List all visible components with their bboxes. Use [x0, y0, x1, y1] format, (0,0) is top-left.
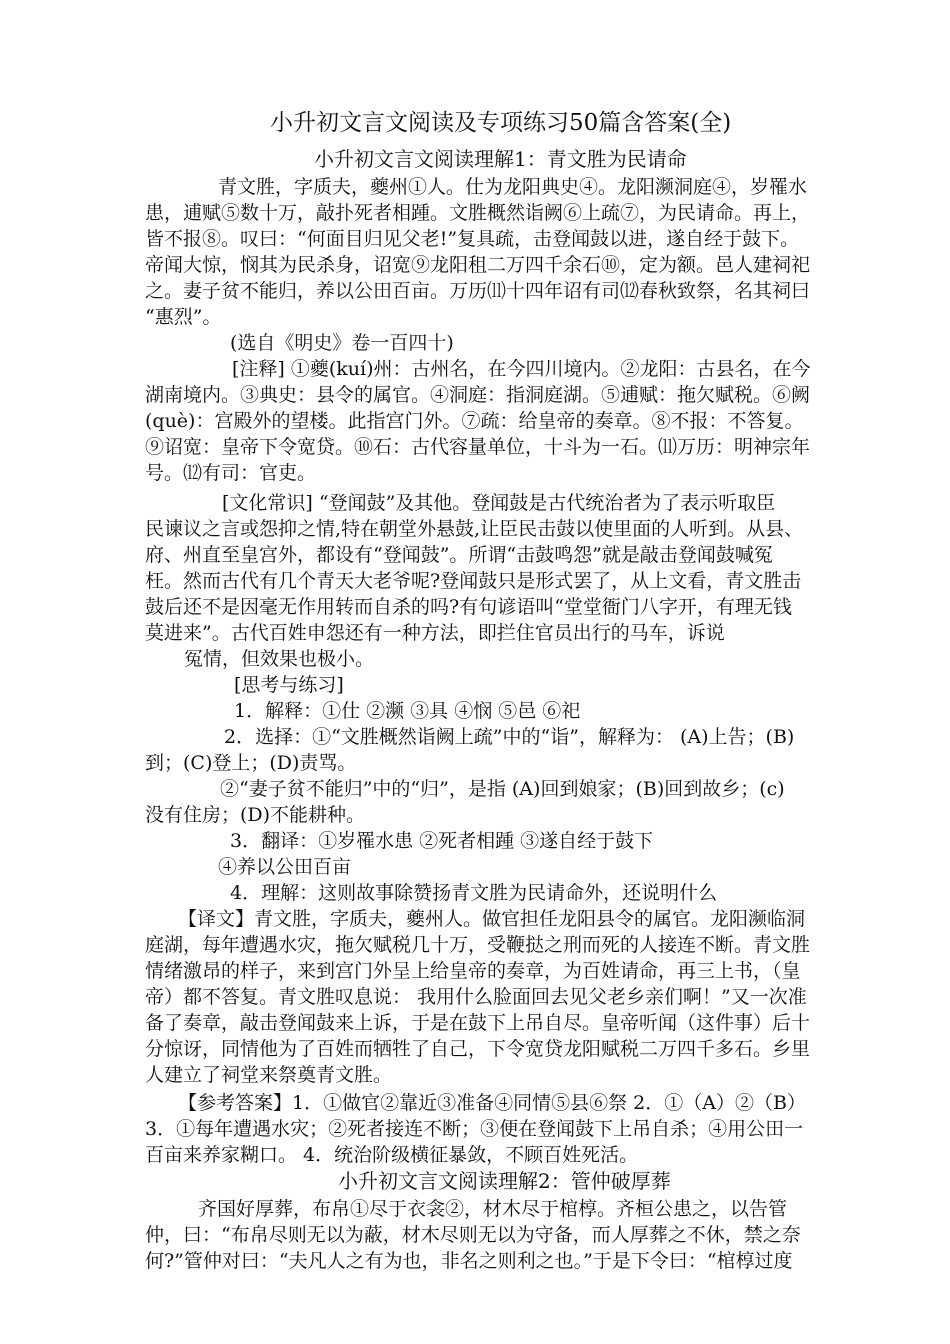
notes-line: 号。⑿有司：官吏。	[145, 462, 317, 484]
culture-line: 莫进来”。古代百姓申怨还有一种方法，即拦住官员出行的马车，诉说	[145, 622, 725, 644]
passage-line: 之。妻子贫不能归，养以公田百亩。万历⑾十四年诏有司⑿春秋致祭，名其祠曰	[145, 280, 811, 302]
exercise-line: 没有住房；(D)不能耕种。	[145, 804, 366, 826]
culture-line: 府、州直至皇宫外，都设有“登闻鼓”。所谓“击鼓鸣怨”就是敲击登闻鼓喊冤	[145, 544, 773, 566]
translation-line: 庭湖，每年遭遇水灾，拖欠赋税几十万，受鞭挞之刑而死的人接连不断。青文胜	[145, 934, 811, 956]
answers-line: 3．①每年遭遇水灾；②死者接连不断；③便在登闻鼓下上吊自杀；④用公田一	[145, 1118, 804, 1140]
passage-line: “惠烈”。	[145, 306, 222, 328]
passage-line: 帝闻大惊，悯其为民杀身，诏宽⑨龙阳租二万四千余石⑩，定为额。邑人建祠祀	[145, 254, 811, 276]
culture-line: 冤情，但效果也极小。	[184, 648, 375, 670]
exercise-line: 到；(C)登上；(D)责骂。	[145, 752, 357, 774]
source-citation: (选自《明史》卷一百四十)	[230, 332, 454, 354]
section-2-heading: 小升初文言文阅读理解2：管仲破厚葬	[338, 1169, 671, 1193]
passage-line: 患，逋赋⑤数十万，敲扑死者相踵。文胜概然诣阙⑥上疏⑦，为民请命。再上，	[145, 202, 811, 224]
culture-line: 枉。然而古代有几个青天大老爷呢?登闻鼓只是形式罢了，从上文看，青文胜击	[145, 570, 802, 592]
translation-line: 【译文】青文胜，字质夫，夔州人。做官担任龙阳县令的属官。龙阳濒临洞	[178, 908, 806, 930]
notes-line: (què)：宫殿外的望楼。此指宫门外。⑦疏：给皇帝的奏章。⑧不报：不答复。	[145, 410, 804, 432]
document-title: 小升初文言文阅读及专项练习50篇含答案(全)	[270, 110, 732, 136]
culture-line: 民谏议之言或怨抑之情,特在朝堂外悬鼓,让臣民击鼓以使里面的人听到。从县、	[145, 518, 804, 540]
passage-line: 仲，曰：“布帛尽则无以为蔽，材木尽则无以为守备，而人厚葬之不休，禁之奈	[145, 1224, 801, 1246]
exercise-line: 2．选择：①“文胜概然诣阙上疏”中的“诣”，解释为： (A)上告；(B)	[224, 726, 795, 748]
translation-line: 备了奏章，敲击登闻鼓来上诉，于是在鼓下上吊自尽。皇帝听闻（这件事）后十	[145, 1012, 811, 1034]
exercise-heading: [思考与练习]	[234, 674, 344, 696]
passage-line: 何?”管仲对曰：“夫凡人之有为也，非名之则利之也。”于是下令曰：“棺椁过度	[145, 1250, 793, 1272]
translation-line: 帝）都不答复。青文胜叹息说： 我用什么脸面回去见父老乡亲们啊！”又一次准	[145, 986, 807, 1008]
culture-line: 鼓后还不是因毫无作用转而自杀的吗?有句谚语叫“堂堂衙门八字开，有理无钱	[145, 596, 792, 618]
translation-line: 情绪激昂的样子，来到宫门外呈上给皇帝的奏章，为百姓请命，再三上书，（皇	[145, 960, 801, 982]
notes-line: 湖南境内。③典史：县令的属官。④洞庭：指洞庭湖。⑤逋赋：拖欠赋税。⑥阙	[145, 384, 811, 406]
passage-line: 青文胜，字质夫，夔州①人。仕为龙阳典史④。龙阳濒洞庭④，岁罹水	[218, 176, 808, 198]
culture-line: [文化常识] “登闻鼓”及其他。登闻鼓是古代统治者为了表示听取臣	[222, 492, 776, 514]
notes-line: ⑨诏宽：皇帝下令宽贷。⑩石：古代容量单位，十斗为一石。⑾万历：明神宗年	[145, 436, 811, 458]
translation-line: 人建立了祠堂来祭奠青文胜。	[145, 1064, 393, 1086]
section-1-heading: 小升初文言文阅读理解1：青文胜为民请命	[314, 147, 687, 171]
passage-line: 皆不报⑧。叹曰：“何面目归见父老!”复具疏，击登闻鼓以进，遂自经于鼓下。	[145, 228, 800, 250]
exercise-line: 4．理解：这则故事除赞扬青文胜为民请命外，还说明什么	[230, 882, 718, 904]
translation-line: 分惊讶，同情他为了百姓而牺牲了自己，下令宽贷龙阳赋税二万四千多石。乡里	[145, 1038, 811, 1060]
answers-line: 【参考答案】1．①做官②靠近③准备④同情⑤县⑥祭 2．①（A）②（B）	[178, 1092, 806, 1114]
answers-line: 百亩来养家糊口。 4．统治阶级横征暴敛，不顾百姓死活。	[145, 1144, 639, 1166]
exercise-line: 3．翻译：①岁罹水患 ②死者相踵 ③遂自经于鼓下	[230, 830, 654, 852]
exercise-line: 1．解释：①仕 ②濒 ③具 ④悯 ⑤邑 ⑥祀	[234, 700, 581, 722]
passage-line: 齐国好厚葬，布帛①尽于衣衾②，材木尽于棺椁。齐桓公患之，以告管	[198, 1198, 788, 1220]
exercise-line: ②“妻子贫不能归”中的“归”，是指 (A)回到娘家；(B)回到故乡；(c)	[220, 778, 785, 800]
exercise-line: ④养以公田百亩	[218, 856, 352, 878]
notes-line: [注释] ①夔(kuí)州：古州名，在今四川境内。②龙阳：古县名，在今	[232, 358, 811, 380]
